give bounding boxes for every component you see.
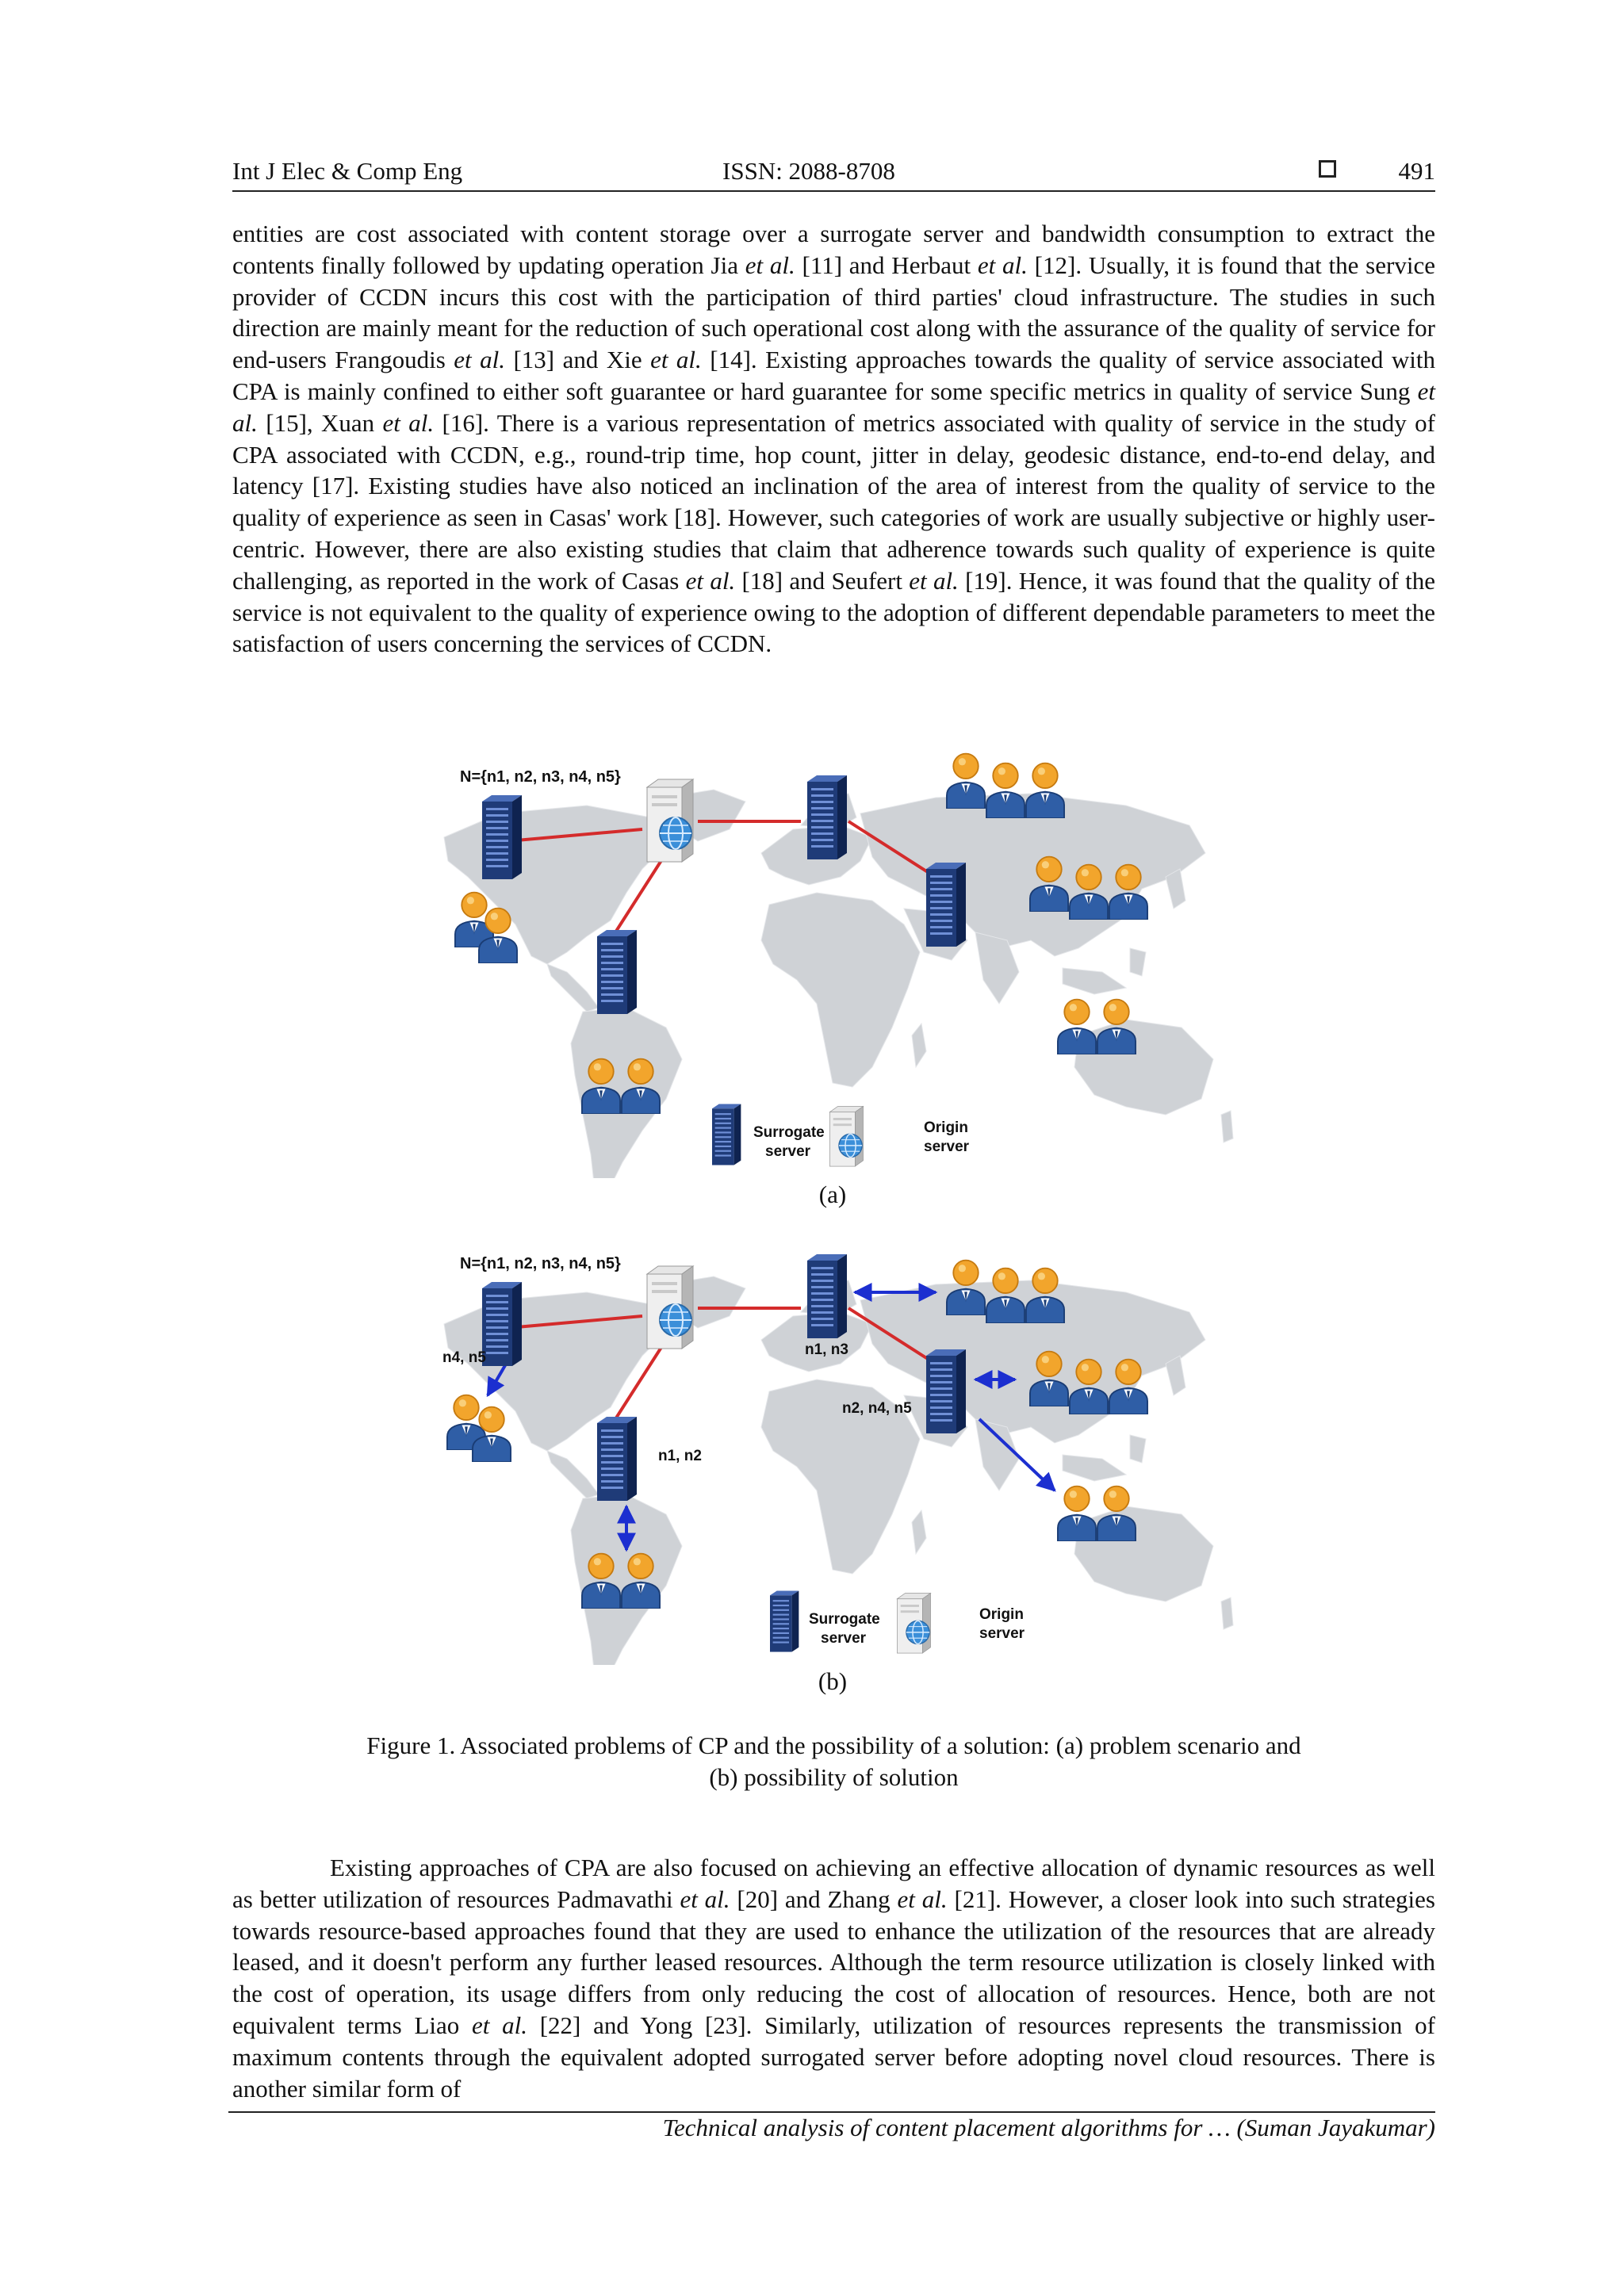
server-content-tag: n1, n3 (805, 1341, 848, 1358)
running-footer: Technical analysis of content placement algorithms for … (Suman Jayakumar) (662, 2114, 1435, 2141)
node-set-label: N={n1, n2, n3, n4, n5} (460, 1255, 621, 1272)
et-al: et al. (745, 251, 795, 279)
legend-origin-label: Origin (924, 1119, 968, 1136)
surrogate-server-icon (482, 795, 522, 879)
text-run: [11] and Herbaut (795, 251, 978, 279)
origin-server-icon (647, 1266, 693, 1349)
legend-surrogate-label-2: server (821, 1630, 867, 1647)
user-icon (986, 763, 1025, 818)
legend-surrogate-label: Surrogate (753, 1124, 825, 1141)
issn: ISSN: 2088-8708 (722, 157, 895, 185)
running-header (232, 155, 1435, 192)
page-number: 491 (1398, 157, 1435, 185)
figure-1a-map (428, 750, 1234, 1178)
text-run: [16]. There is a various representation of metrics associated with quality of service in the study of CPA associated with CCDN, e.g., round-trip time, hop count, jitter in delay, geodesic distance, end-to-end delay, and latency [17]. Existing studies have also noticed an inclination of the area of interest from the quality of service to the quality of experience as seen in Casas' work [18]. However, such categories of work are usually subjective or highly user-centric. However, there are also existing studies that claim that adherence towards such quality of experience is quite challenging, as reported in the work of Casas (232, 408, 1435, 595)
surrogate-server-icon (482, 1282, 522, 1366)
caption-line-2: (b) possibility of solution (709, 1763, 959, 1791)
footer-rule (228, 2111, 1435, 2113)
user-icon (1026, 763, 1064, 818)
legend-origin-label-2: server (979, 1625, 1025, 1642)
text-run: [21]. However, a closer look into such strategies towards resource-based approaches found that they are used to enhance the utilization of the resources that are already leased, and it doesn't perform any further leased resources. Although the term resource utilization is closely linked with the cost of operation, its usage differs from only reducing the cost of allocation of resources. Hence, both are not equivalent terms Liao (232, 1885, 1435, 2039)
et-al: et al. (680, 1885, 730, 1913)
et-al: et al. (472, 2011, 527, 2039)
text-run: Existing approaches of CPA are also focused on achieving an effective allocation of dynamic resources as well as better utilization of resources Padmavathi (232, 1854, 1435, 1913)
origin-server-icon (647, 779, 693, 862)
body-paragraph-2 (232, 1852, 1435, 2104)
user-icon (947, 754, 985, 809)
server-content-tag: n4, n5 (442, 1349, 486, 1366)
figure-caption (232, 1730, 1435, 1793)
legend-surrogate-icon (712, 1104, 741, 1165)
square-icon (1319, 160, 1336, 178)
et-al: et al. (909, 566, 959, 595)
legend-origin-icon (897, 1593, 930, 1653)
text-run: [20] and Zhang (730, 1885, 898, 1913)
text-run: [19]. Hence, it was found that the quality of the service is not equivalent to the quality of experience owing to the adoption of different dependable parameters to meet the satisfaction of users concerning the services of CCDN. (232, 566, 1435, 658)
surrogate-server-icon (597, 930, 637, 1014)
et-al: et al. (977, 251, 1028, 279)
text-run: entities are cost associated with content storage over a surrogate server and bandwidth consumption to extract the contents finally followed by updating operation Jia (232, 220, 1435, 279)
legend-surrogate-label-2: server (765, 1143, 811, 1160)
surrogate-server-icon (807, 1254, 847, 1338)
surrogate-server-icon (926, 863, 966, 947)
surrogate-server-icon (807, 775, 847, 859)
journal-name: Int J Elec & Comp Eng (232, 157, 463, 185)
surrogate-server-icon (597, 1417, 637, 1501)
user-icon (1058, 1000, 1096, 1054)
text-run: [22] and Yong [23]. Similarly, utilization of resources represents the transmission of maximum contents through the equivalent adopted surrogated server before adopting novel cloud resources. There is another similar form of (232, 2011, 1435, 2103)
et-al: et al. (897, 1885, 948, 1913)
text-run: [18] and Seufert (735, 566, 910, 595)
figure-1b-map (428, 1237, 1234, 1665)
subfigure-label-b: (b) (818, 1667, 848, 1695)
text-run: [15], Xuan (257, 408, 383, 437)
server-content-tag: n1, n2 (658, 1448, 702, 1464)
legend-surrogate-icon (770, 1590, 799, 1651)
et-al: et al. (685, 566, 736, 595)
server-content-tag: n2, n4, n5 (842, 1400, 912, 1417)
legend-origin-icon (829, 1106, 863, 1166)
legend-origin-label-2: server (924, 1138, 970, 1155)
caption-line-1: Figure 1. Associated problems of CP and the possibility of a solution: (a) problem scenario and (366, 1732, 1301, 1759)
legend-surrogate-label: Surrogate (809, 1611, 880, 1628)
text-run: [14]. Existing approaches towards the quality of service associated with CPA is mainly confined to either soft guarantee or hard guarantee for some specific metrics in quality of service Sung (232, 346, 1435, 405)
et-al: et al. (382, 408, 435, 437)
et-al: et al. (650, 346, 702, 374)
text-run: [12]. Usually, it is found that the service provider of CCDN incurs this cost with the participation of third parties' cloud infrastructure. The studies in such direction are mainly meant for the reduction of such operational cost along with the assurance of the quality of service for end-users Frangoudis (232, 251, 1435, 374)
body-paragraph-1 (232, 218, 1435, 660)
legend-origin-label: Origin (979, 1606, 1024, 1623)
surrogate-server-icon (926, 1349, 966, 1433)
et-al: et al. (454, 346, 505, 374)
text-run: [13] and Xie (504, 346, 651, 374)
node-set-label: N={n1, n2, n3, n4, n5} (460, 768, 621, 786)
subfigure-label-a: (a) (818, 1181, 847, 1208)
et-al: et al. (232, 377, 1435, 437)
user-icon (1058, 1487, 1096, 1541)
